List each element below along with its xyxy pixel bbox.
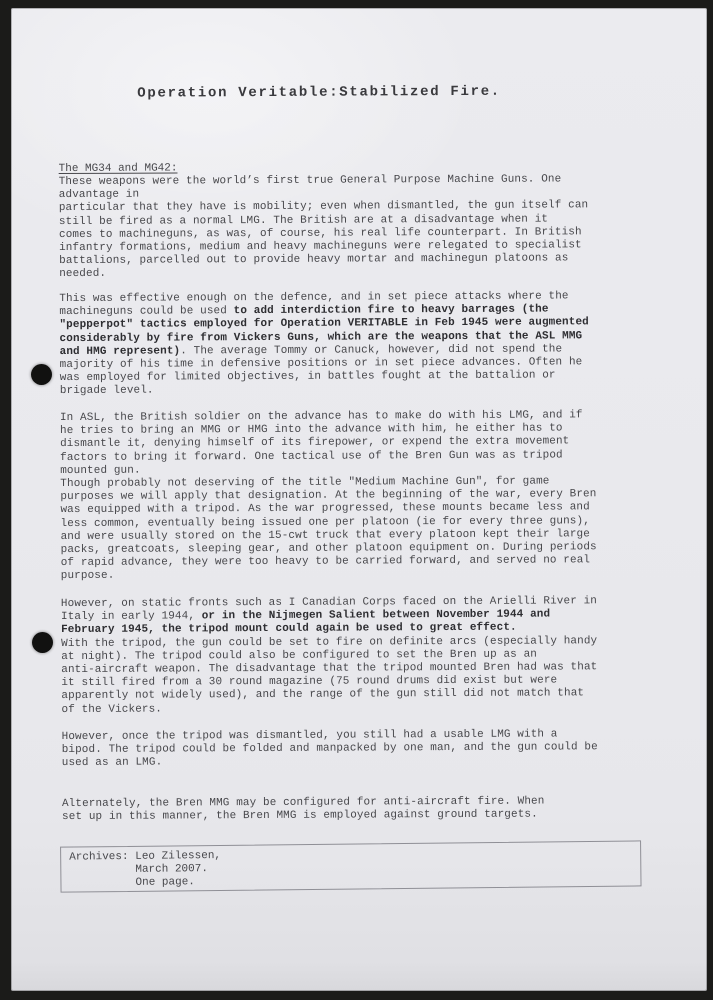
text-line: considerably by fire from Vickers Guns, which are the weapons that the ASL MMG: [59, 329, 583, 345]
text-line: bipod. The tripod could be folded and manpacked by one man, and the gun could be: [61, 741, 598, 757]
text-line: and were usually stored on the 15-cwt truck that every platoon kept their large: [60, 527, 590, 543]
text-line: However, on static fronts such as I Canadian Corps faced on the Arielli River in: [60, 595, 598, 611]
text-line: mounted gun.: [60, 464, 141, 477]
paragraph: [62, 796, 545, 825]
text-line: With the tripod, the gun could be set to fire on definite arcs (especially handy: [61, 634, 598, 650]
text-line: battalions, parcelled out to provide heavy mortar and machinegun platoons as: [59, 252, 569, 268]
text-line: still be fired as a normal LMG. The British are at a disadvantage when it: [58, 213, 549, 228]
text-line: purpose.: [60, 570, 115, 583]
text-line: In ASL, the British soldier on the advance has to make do with his LMG, and if: [59, 409, 583, 425]
text-line: was employed for limited objectives, in battles fought at the battalion or: [59, 369, 556, 385]
archives-line-1: Archives: Leo Zilessen,: [69, 849, 222, 864]
paragraph: [62, 728, 598, 770]
archives-line-2: March 2007.: [69, 863, 209, 877]
text-line: brigade level.: [59, 384, 154, 398]
text-line: These weapons were the world’s first true General Purpose Machine Guns. One: [58, 173, 562, 189]
text-line: February 1945, the tripod mount could again be used to great effect.: [61, 622, 517, 637]
text-line: apparently not widely used), and the range of the gun still did not match that: [61, 687, 585, 703]
text-line: he tries to bring an MMG or HMG into the advance with him, he either has to: [59, 422, 563, 438]
text-line: Alternately, the Bren MMG may be configured for anti-aircraft fire. When: [61, 795, 545, 811]
text-line: needed.: [59, 268, 107, 281]
page-title: Operation Veritable:Stabilized Fire.: [137, 83, 501, 102]
text-line: packs, greatcoats, sleeping gear, and other platoon equipment on. During periods: [60, 541, 597, 556]
paragraph: [61, 595, 598, 716]
archives-box: [60, 840, 641, 892]
text-line: comes to machineguns, as was, of course, his real life counterpart. In British: [58, 226, 582, 241]
paragraph: [60, 409, 597, 583]
paragraph: [59, 173, 589, 281]
text-line: advantage in: [58, 188, 140, 202]
text-line: and HMG represent). The average Tommy or Canuck, however, did not spend the: [59, 343, 563, 358]
text-line: "pepperpot" tactics employed for Operation VERITABLE in Feb 1945 were augmented: [59, 316, 589, 332]
text-line: infantry formations, medium and heavy machineguns were relegated to specialist: [59, 239, 582, 254]
document-content: [9, 5, 710, 992]
text-line: particular that they have is mobility; even when dismantled, the gun itself can: [58, 199, 589, 215]
archives-line-3: One page.: [69, 876, 195, 890]
text-line: dismantle it, denying himself of its firepower, or expend the extra movement: [60, 435, 570, 451]
section-heading: The MG34 and MG42:: [58, 162, 178, 176]
text-line: This was effective enough on the defence, and in set piece attacks where the: [59, 290, 569, 306]
text-line: of rapid advance, they were too heavy to be carried forward, and served no real: [60, 554, 591, 570]
text-line: Though probably not deserving of the title "Medium Machine Gun", for game: [60, 475, 550, 490]
text-line: anti-aircraft weapon. The disadvantage that the tripod mounted Bren had was that: [61, 661, 598, 676]
text-line: Italy in early 1944, or in the Nijmegen Salient between November 1944 and: [60, 608, 551, 624]
text-line: factors to bring it forward. One tactical use of the Bren Gun was as tripod: [60, 448, 563, 464]
document-page: [11, 8, 707, 991]
text-line: set up in this manner, the Bren MMG is employed against ground targets.: [62, 808, 538, 824]
text-line: However, once the tripod was dismantled, you still had a usable LMG with a: [61, 728, 558, 744]
text-line: majority of his time in defensive positions or in set piece advances. Often he: [59, 356, 583, 371]
text-line: machineguns could be used to add interdiction fire to heavy barrages (the: [59, 303, 549, 319]
text-line: purposes we will apply that designation. At the beginning of the war, every Bren: [60, 488, 597, 504]
text-line: at night). The tripod could also be configured to set the Bren up as an: [61, 648, 538, 663]
text-line: was equipped with a tripod. As the war progressed, these mounts became less and: [60, 501, 590, 517]
text-line: of the Vickers.: [61, 703, 163, 716]
text-line: used as an LMG.: [61, 756, 163, 770]
text-line: less common, eventually being issued one per platoon (ie for every three guns),: [60, 514, 590, 530]
paragraph: [59, 290, 589, 398]
text-line: it still fired from a 30 round magazine (75 round drums did exist but were: [61, 674, 558, 690]
